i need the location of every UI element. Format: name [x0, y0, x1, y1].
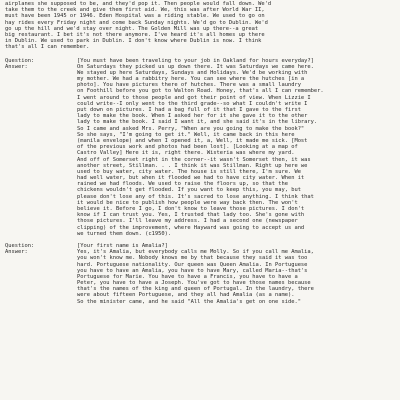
- intro-paragraph: [5, 1, 394, 51]
- answer-line: of the previous work and photos had been lost]. [Looking at a map of: [77, 144, 298, 151]
- answer-line: I went around to those people and got their point of view. When Lizzie I: [77, 94, 311, 101]
- answer-label: Answer:: [5, 249, 28, 256]
- answer-line: And off of Somerset right in the corner--it wasn't Somerset then, it was: [77, 156, 311, 163]
- answer-line: put down on pictures. I had a bag full of it that I gave to the first: [77, 107, 301, 113]
- answer-line: Castro Valley] Here it is, right there. Wisteria was where my yard.: [77, 150, 295, 157]
- answer-line: were about fifteen Portuguese, and they all had Amalia (as a name).: [77, 292, 295, 299]
- answer-line: my mother. We had a rabbitry here. You can see where the hutches [in a: [77, 76, 305, 83]
- text-line: airplanes she supposed to be, and they'd pop it. Then people would fall down. We'd: [5, 1, 272, 7]
- answer-line: rained we had floods. We used to raise the floors up, so that the: [77, 181, 288, 188]
- answer-line: lady to make the book. When I asked her for it she gave it to the other: [77, 113, 308, 120]
- answer-line: you won't know me. Nobody knows me by that because they said it was too: [77, 255, 308, 262]
- answer-line: it would be nice to publish how people were way back then. The won't: [77, 199, 298, 206]
- text-line: in Dublin. We used to park in Dublin. I don't know where Dublin is now. I think: [5, 38, 262, 45]
- qa-labels: [5, 58, 77, 237]
- qa-entry-2: [5, 243, 394, 305]
- text-line: that's all I can remember.: [5, 44, 90, 51]
- answer-line: another street, Stillman. . . I think it was Stillman. Right up here we: [77, 162, 308, 169]
- text-line: big restaurant. I bet it's not there anymore. I've heard it's all homes up there: [5, 31, 265, 38]
- answer-line: clipping) of the improvement, where Hayward was going to accept us and: [77, 224, 305, 231]
- answer-line: hard. Portuguese nationality. Our queen was Queen Amalia. In Portuguese: [77, 261, 308, 268]
- answer-line: (manila envelope) and when I opened it, a, Well, it made me sick. [Most: [77, 137, 308, 144]
- qa-labels: [5, 243, 77, 305]
- answer-label: Answer:: [5, 63, 28, 70]
- question-label: Question:: [5, 57, 35, 64]
- answer-line: So I came and asked Mrs. Perry, "When are you going to make the book?": [77, 125, 305, 132]
- answer-line: We stayed up here Saturdays, Sundays and Holidays. We'd be working with: [77, 69, 308, 76]
- text-line: must have been 1945 or 1946. Eden Hospital was a riding stable. We used to go on: [5, 13, 265, 20]
- answer-line: used to buy water, city water. The house is still there, I'm sure. We: [77, 168, 301, 175]
- text-line: hay rides every Friday night and come back Sunday nights. We'd go to Dublin. We'd: [5, 19, 268, 26]
- text-line: go up the hill and we'd stay over night. The Golden Mill was up there--a great: [5, 25, 259, 32]
- answer-line: So she says, "I'm going to get it." Well, it came back in this here: [77, 131, 295, 138]
- answer-line: had well water, but when it flooded we had to have city water. When it: [77, 175, 305, 182]
- answer-line: that's the names of the king and queen of Portugal. In the laundry, there: [77, 286, 314, 293]
- answer-line: Peter, you have to have a Joseph. You've got to have those names because: [77, 280, 311, 287]
- answer-line: could write--I only went to the third grade--so what I couldn't write I: [77, 100, 308, 107]
- answer-line: those pictures. I'll leave my address. I had a second one (newspaper: [77, 218, 298, 225]
- answer-line: lady to make the book. I said I want it, and she said it's in the library.: [77, 119, 318, 126]
- answer-line: Portuguese for Marie. You have to have a Francis, you have to have a: [77, 273, 298, 280]
- answer-line: Yes, it's Amalia, but everybody calls me Molly. So if you call me Amalia,: [77, 249, 314, 256]
- qa-text: [77, 243, 394, 305]
- question-text: [You must have been traveling to your job in Oakland for hours everyday?]: [77, 57, 314, 64]
- answer-line: So the minister came, and he said "All the Amalia's get on one side.": [77, 298, 301, 305]
- answer-line: chickens wouldn't get flooded. If you want to keep this, you may, but: [77, 187, 301, 194]
- question-text: [Your first name is Amalia?]: [77, 242, 168, 249]
- answer-line: please don't lose any of this. It's sacred to lose anything. I think that: [77, 193, 314, 200]
- text-line: take them to the creek and give them first aid. We, this was after World War II,: [5, 7, 265, 14]
- answer-line: know if I can trust you. Yes, I trusted that lady too. She's gone with: [77, 212, 305, 219]
- question-label: Question:: [5, 242, 35, 249]
- answer-line: believe it. Before I go, I don't know to leave those pictures. I don't: [77, 206, 305, 212]
- answer-line: photo]. You have pictures there of hutches. There was a small laundry: [77, 82, 301, 89]
- qa-entry-1: [5, 58, 394, 237]
- qa-text: [77, 58, 394, 237]
- answer-line: On Saturdays they picked us up down there. It was Saturdays we came here.: [77, 63, 314, 70]
- answer-line: you have to have an Amalia, you have to have Mary, called Maria--that's: [77, 267, 308, 274]
- answer-line: on Foothill before you got to Walton Road. Honey, that's all I can remember.: [77, 88, 324, 95]
- answer-line: we turned them down. (c1950).: [77, 230, 172, 237]
